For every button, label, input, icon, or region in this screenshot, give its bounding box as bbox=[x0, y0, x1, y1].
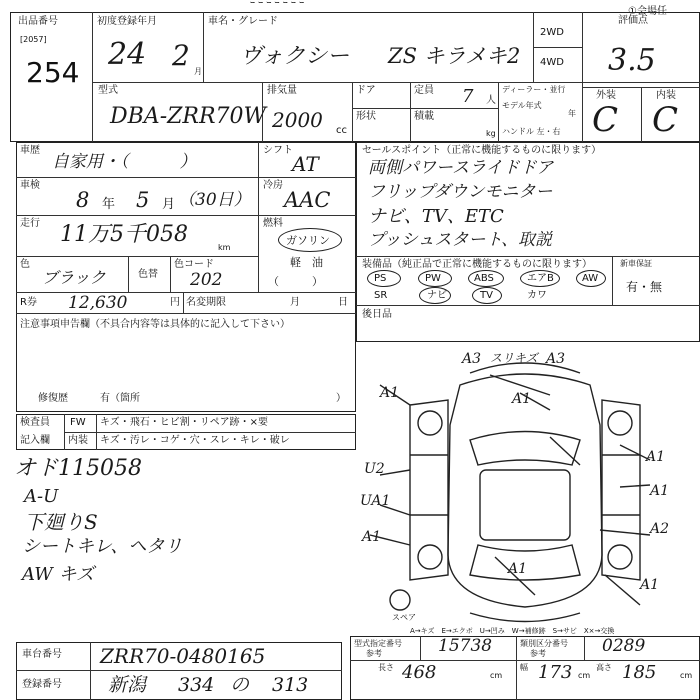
spec-cat-label: 類別区分番号 bbox=[520, 639, 568, 648]
equip-airbag: エアB bbox=[527, 273, 554, 284]
name-month-unit: 月 bbox=[290, 297, 300, 308]
year-unit: 年 bbox=[568, 109, 576, 118]
left-side bbox=[410, 400, 448, 580]
fuel-gas: ガソリン bbox=[286, 234, 330, 247]
handle-label: ハンドル 左・右 bbox=[502, 127, 561, 136]
cap-label: 定員 bbox=[414, 85, 434, 96]
exterior-grade: C bbox=[592, 100, 619, 140]
diag-mark-u2: U2 bbox=[364, 461, 385, 477]
repair-value: 有（箇所 bbox=[100, 393, 140, 404]
spec-height-unit: cm bbox=[680, 671, 693, 680]
equip-ps: PS bbox=[374, 273, 387, 284]
equip-airbag-circle bbox=[520, 270, 560, 287]
recycle-label: R券 bbox=[20, 297, 37, 308]
spec-len-value: 468 bbox=[402, 662, 437, 683]
equip-abs: ABS bbox=[474, 273, 494, 284]
history-label: 車歴 bbox=[20, 145, 40, 156]
equip-leather: カワ bbox=[527, 290, 547, 301]
spec-height-label: 高さ bbox=[596, 663, 612, 672]
inspection-year: 8 bbox=[76, 188, 90, 212]
lot-number: 254 bbox=[26, 56, 80, 89]
checker-interior-row: キズ・汚レ・コゲ・穴・スレ・キレ・破レ bbox=[100, 435, 290, 446]
spec-ref-1: 参考 bbox=[366, 649, 382, 658]
equipment-label: 装備品（純正品で正常に機能するものに限ります） bbox=[362, 259, 592, 270]
color-change-label: 色替 bbox=[138, 269, 158, 280]
ac-value: AAC bbox=[284, 188, 331, 212]
disp-value: 2000 bbox=[272, 108, 323, 132]
cap-unit: 人 bbox=[486, 95, 496, 106]
diag-mark-a1-front-left: A1 bbox=[380, 385, 400, 401]
model-label: 車名・グレード bbox=[208, 16, 278, 27]
diag-mark-a1-rear: A1 bbox=[508, 561, 528, 577]
chassis-label: 車台番号 bbox=[22, 649, 62, 660]
interior-grade: C bbox=[652, 100, 679, 140]
diag-mark-a1-rear-right: A1 bbox=[640, 577, 660, 593]
repair-close: ） bbox=[336, 393, 346, 404]
spec-width-unit: cm bbox=[578, 671, 591, 680]
damage-legend: A→キズ E→エクボ U→凹み W→補修跡 S→サビ X×→交換 bbox=[410, 627, 615, 635]
repair-label: 修復歴 bbox=[38, 393, 68, 404]
color-code-label: 色コード bbox=[174, 259, 214, 270]
sales-line-4: プッシュスタート、取説 bbox=[368, 230, 552, 250]
drive-4wd: 4WD bbox=[540, 57, 564, 68]
fuel-diesel: 軽 油 bbox=[290, 256, 323, 269]
new-car-warranty-value: 有・無 bbox=[626, 280, 663, 294]
name-change-label: 名変期限 bbox=[186, 297, 226, 308]
spec-cat-value: 0289 bbox=[602, 636, 646, 656]
lot-label: 出品番号 bbox=[18, 16, 58, 27]
diag-mark-scratch: スリキズ bbox=[490, 351, 538, 365]
checker-interior-head: 内装 bbox=[68, 435, 88, 446]
equip-pw-circle bbox=[418, 270, 452, 287]
memo-line-4: シートキレ、ヘタリ bbox=[22, 536, 183, 557]
score-value: 3.5 bbox=[608, 43, 656, 78]
spare-tire bbox=[390, 590, 410, 610]
equip-sr: SR bbox=[374, 290, 388, 301]
rear-bumper bbox=[470, 613, 580, 622]
windshield bbox=[470, 432, 580, 466]
first-reg-year: 24 bbox=[108, 37, 147, 72]
month-suffix: 月 bbox=[194, 67, 202, 76]
recycle-unit: 円 bbox=[170, 297, 180, 308]
sales-line-3: ナビ、TV、ETC bbox=[368, 206, 504, 227]
spec-height-value: 185 bbox=[622, 662, 657, 683]
diag-mark-a1-right-mid: A1 bbox=[650, 483, 670, 499]
equip-navi-circle bbox=[419, 287, 451, 304]
rear-label: 後日品 bbox=[362, 309, 392, 320]
ac-label: 冷房 bbox=[263, 180, 283, 191]
spec-type-value: 15738 bbox=[438, 636, 493, 656]
equip-ps-circle bbox=[367, 270, 401, 287]
inspection-month: 5 bbox=[136, 188, 150, 212]
shape-label: 形状 bbox=[356, 111, 376, 122]
equip-navi: ナビ bbox=[427, 290, 447, 301]
registration-label: 登録番号 bbox=[22, 679, 62, 690]
diag-mark-a1-left-rear: A1 bbox=[362, 529, 382, 545]
inspection-day: （30日） bbox=[178, 190, 251, 210]
model-grade: ZS キラメキ2 bbox=[388, 44, 521, 68]
new-car-warranty-label: 新車保証 bbox=[620, 259, 652, 268]
diag-mark-a3-left: A3 bbox=[462, 351, 482, 367]
first-reg-label: 初度登録年月 bbox=[97, 16, 157, 27]
equip-tv: TV bbox=[480, 290, 493, 301]
drive-2wd: 2WD bbox=[540, 27, 564, 38]
fuel-other: （ ） bbox=[268, 275, 323, 288]
exterior-label: 外装 bbox=[596, 90, 616, 101]
mileage-value: 11万5千058 bbox=[60, 222, 188, 247]
diag-mark-a2: A2 bbox=[650, 521, 670, 537]
shift-label: シフト bbox=[263, 145, 293, 156]
inspection-year-unit: 年 bbox=[102, 197, 116, 212]
history-value: 自家用・（ ） bbox=[52, 152, 197, 172]
cap-value: 7 bbox=[462, 86, 474, 107]
spec-len-label: 長さ bbox=[378, 663, 394, 672]
diag-mark-a1-hood: A1 bbox=[512, 391, 532, 407]
checker-fw-head: FW bbox=[70, 417, 86, 428]
score-label: 評価点 bbox=[618, 15, 648, 26]
wheel-fl bbox=[418, 411, 442, 435]
diag-mark-ua1: UA1 bbox=[360, 493, 391, 509]
spec-width-value: 173 bbox=[538, 662, 573, 683]
sales-line-2: フリップダウンモニター bbox=[368, 182, 553, 202]
spare-label: スペア bbox=[392, 613, 416, 622]
color-label: 色 bbox=[20, 259, 30, 270]
inspection-label: 車検 bbox=[20, 180, 40, 191]
load-label: 積載 bbox=[414, 111, 434, 122]
checker-label-2: 記入欄 bbox=[20, 435, 50, 446]
type-label: 型式 bbox=[98, 85, 118, 96]
registration-number: 313 bbox=[272, 674, 309, 696]
interior-label: 内装 bbox=[656, 90, 676, 101]
memo-line-5: AW キズ bbox=[22, 564, 95, 585]
right-side bbox=[602, 400, 640, 580]
fuel-gas-circle bbox=[278, 228, 342, 252]
equip-aw: AW bbox=[582, 273, 599, 284]
color-value: ブラック bbox=[42, 268, 106, 287]
registration-kana: の bbox=[230, 674, 250, 696]
disp-label: 排気量 bbox=[267, 85, 297, 96]
notes-label: 注意事項申告欄（不具合内容等は具体的に記入して下さい） bbox=[20, 319, 290, 330]
fuel-label: 燃料 bbox=[263, 218, 283, 229]
mileage-label: 走行 bbox=[20, 218, 40, 229]
shift-value: AT bbox=[292, 152, 319, 176]
spec-ref-2: 参考 bbox=[530, 649, 546, 658]
spec-len-unit: cm bbox=[490, 671, 503, 680]
wheel-rl bbox=[418, 545, 442, 569]
model-name: ヴォクシー bbox=[240, 44, 350, 69]
sales-line-1: 両側パワースライドドア bbox=[368, 158, 554, 178]
memo-line-1: オド115058 bbox=[14, 456, 142, 481]
registration-class: 334 bbox=[178, 674, 215, 696]
first-reg-month: 2 bbox=[172, 39, 190, 72]
checker-label-1: 検査員 bbox=[20, 417, 50, 428]
memo-line-3: 下廻りS bbox=[24, 510, 98, 534]
registration-region: 新潟 bbox=[108, 674, 147, 696]
recycle-value: 12,630 bbox=[68, 293, 128, 313]
equip-aw-circle bbox=[576, 270, 606, 287]
chassis-value: ZRR70-0480165 bbox=[100, 644, 266, 668]
equip-abs-circle bbox=[468, 270, 504, 287]
diag-mark-a3-right: A3 bbox=[546, 351, 566, 367]
name-day-unit: 日 bbox=[338, 297, 348, 308]
equip-pw: PW bbox=[425, 273, 441, 284]
disp-unit: cc bbox=[336, 125, 347, 136]
memo-line-2: A-U bbox=[24, 486, 59, 507]
mileage-unit: km bbox=[218, 243, 231, 252]
sales-label: セールスポイント（正常に機能するものに限ります） bbox=[362, 145, 602, 156]
type-value: DBA-ZRR70W bbox=[110, 104, 267, 129]
equip-tv-circle bbox=[472, 287, 502, 304]
door-label: ドア bbox=[356, 85, 376, 96]
spec-width-label: 幅 bbox=[520, 663, 528, 672]
color-code-value: 202 bbox=[190, 270, 223, 290]
venue-stamp: ①会場任 bbox=[628, 6, 667, 17]
wheel-fr bbox=[608, 411, 632, 435]
load-unit: kg bbox=[486, 129, 496, 138]
wheel-rr bbox=[608, 545, 632, 569]
lot-code: [2057] bbox=[20, 35, 47, 44]
roof bbox=[480, 470, 570, 540]
diag-mark-a1-right-front: A1 bbox=[646, 449, 666, 465]
checker-fw-row: キズ・飛石・ヒビ割・リペア跡・×要 bbox=[100, 417, 268, 428]
model-year-label: モデル年式 bbox=[502, 101, 542, 110]
dealer-label: ディーラー・並行 bbox=[502, 85, 566, 94]
inspection-month-unit: 月 bbox=[162, 197, 176, 212]
header-fragment: ｰ ｰ ｰ ｰ ｰ ｰ ｰ bbox=[250, 0, 305, 9]
spec-type-label: 型式指定番号 bbox=[354, 639, 402, 648]
